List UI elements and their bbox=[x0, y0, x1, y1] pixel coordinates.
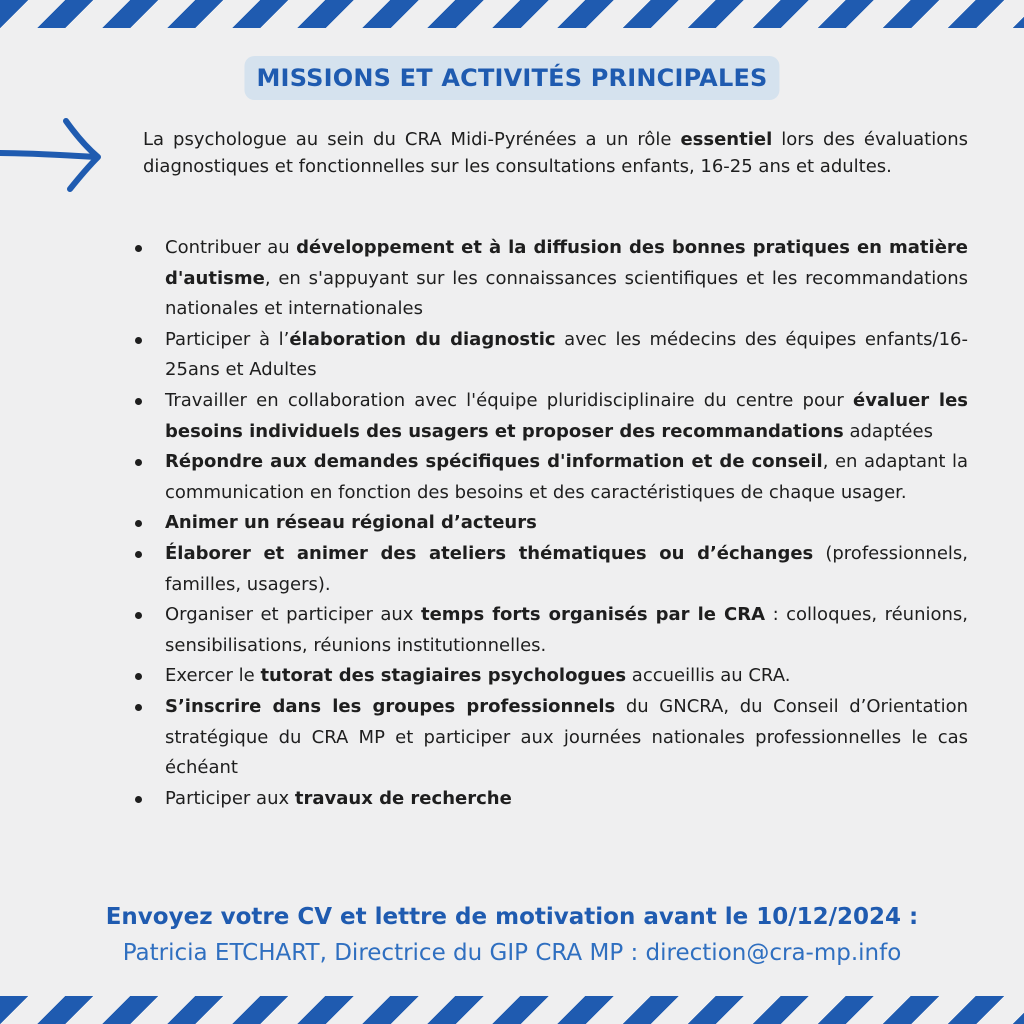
list-item bbox=[125, 661, 968, 692]
item-bold-text: temps forts organisés par le CRA bbox=[420, 604, 766, 626]
list-item bbox=[125, 600, 968, 661]
item-bold-text: développement et à la diffusion des bonnes pratiques en matière d'autisme bbox=[165, 237, 968, 289]
item-text: Organiser et participer aux bbox=[165, 604, 421, 626]
arrow-right-icon bbox=[0, 117, 104, 193]
item-text: : colloques, réunions, sensibilisations, réunions institutionnelles. bbox=[165, 604, 969, 656]
item-bold-text: S’inscrire dans les groupes professionnels bbox=[165, 695, 616, 717]
item-bold-text: travaux de recherche bbox=[294, 787, 512, 809]
bottom-stripe-border bbox=[0, 996, 1024, 1024]
list-item bbox=[125, 784, 968, 815]
item-text: Participer à l’ bbox=[165, 328, 290, 350]
item-text: du GNCRA, du Conseil d’Orientation stratégique du CRA MP et participer aux journées nationales professionnelles le cas échéant bbox=[165, 695, 968, 779]
item-bold-text: Élaborer et animer des ateliers thématiques ou d’échanges bbox=[165, 542, 814, 564]
list-item bbox=[125, 233, 968, 325]
item-text: Travailler en collaboration avec l'équipe pluridisciplinaire du centre pour bbox=[165, 389, 854, 411]
intro-paragraph bbox=[143, 126, 968, 180]
intro-text-before: La psychologue au sein du CRA Midi-Pyrénées a un rôle bbox=[143, 129, 681, 150]
item-bold-text: Animer un réseau régional d’acteurs bbox=[165, 512, 537, 534]
list-item bbox=[125, 386, 968, 447]
section-title-box bbox=[244, 56, 779, 100]
item-bold-text: évaluer les besoins individuels des usagers et proposer des recommandations bbox=[165, 389, 969, 442]
item-text: avec les médecins des équipes enfants/16-25ans et Adultes bbox=[165, 328, 968, 381]
item-bold-text: élaboration du diagnostic bbox=[289, 328, 556, 350]
item-text: Contribuer au bbox=[165, 237, 297, 258]
item-text: Exercer le bbox=[165, 665, 261, 687]
item-text: , en adaptant la communication en fonction des besoins et des caractéristiques de chaque usager. bbox=[165, 451, 968, 503]
item-text: , en s'appuyant sur les connaissances scientifiques et les recommandations nationales et internationales bbox=[165, 267, 968, 320]
item-text: Participer aux bbox=[165, 787, 295, 809]
list-item bbox=[125, 539, 968, 600]
intro-text-bold: essentiel bbox=[680, 129, 773, 150]
top-stripe-border bbox=[0, 0, 1024, 28]
application-deadline: Envoyez votre CV et lettre de motivation avant le 10/12/2024 : bbox=[105, 904, 919, 930]
item-text: adaptées bbox=[843, 420, 933, 442]
list-item bbox=[125, 692, 968, 784]
contact-info: Patricia ETCHART, Directrice du GIP CRA MP : direction@cra-mp.info bbox=[122, 940, 902, 966]
intro-text-after: lors des évaluations diagnostiques et fonctionnelles sur les consultations enfants, 16-25 ans et adultes. bbox=[143, 129, 968, 177]
item-bold-text: tutorat des stagiaires psychologues bbox=[260, 665, 627, 687]
missions-list bbox=[125, 233, 968, 814]
list-item bbox=[125, 508, 968, 539]
list-item bbox=[125, 447, 968, 508]
item-text: accueillis au CRA. bbox=[626, 665, 791, 687]
list-item bbox=[125, 325, 968, 386]
page-title: MISSIONS ET ACTIVITÉS PRINCIPALES bbox=[256, 64, 768, 92]
item-bold-text: Répondre aux demandes spécifiques d'information et de conseil bbox=[165, 451, 823, 473]
item-text: (professionnels, familles, usagers). bbox=[165, 542, 968, 595]
